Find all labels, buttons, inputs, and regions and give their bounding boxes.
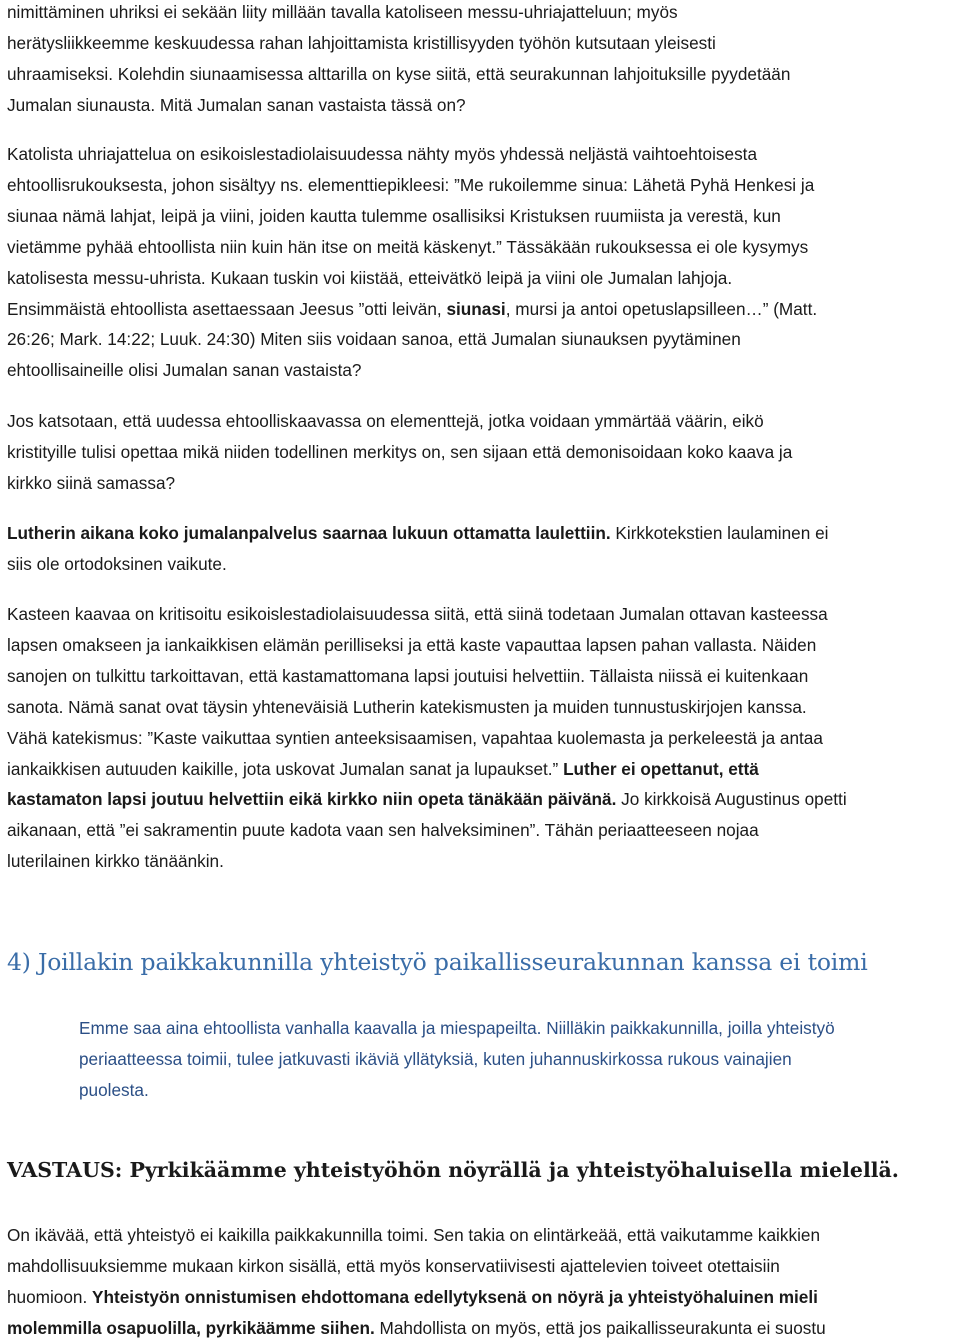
text-line: Katolista uhriajattelua on esikoislestadiolaisuudessa nähty myös yhdessä neljästä vaihtoehtoisesta [7,144,758,164]
paragraph-ehtoollisrukous [7,139,953,386]
text-line [7,1282,953,1313]
text-line: periaatteessa toimii, tulee jatkuvasti ikäviä yllätyksiä, kuten juhannuskirkossa rukous vainajien [79,1049,792,1069]
text-line: Jos katsotaan, että uudessa ehtoolliskaavassa on elementtejä, jotka voidaan ymmärtää väärin, eikö [7,411,764,431]
paragraph-kolehti [7,0,953,121]
text-line: Vähä katekismus: ”Kaste vaikuttaa syntien anteeksisaamisen, vapahtaa kuolemasta ja perkeleestä ja antaa [7,727,823,748]
text-line: ehtoollisrukouksesta, johon sisältyy ns. elementtiepikleesi: ”Me rukoilemme sinua: Lähetä Pyhä Henkesi ja [7,174,815,195]
bold-text: Yhteistyön onnistumisen ehdottomana edellytyksenä on nöyrä ja yhteistyöhaluinen mieli [92,1286,818,1307]
text-run: Kirkkotekstien laulaminen ei [610,523,829,543]
text-run: Ensimmäistä ehtoollista asettaessaan Jeesus ”otti leivän, [7,298,447,319]
paragraph-yhteistyo [7,1220,953,1344]
text-run: iankaikkisen autuuden kaikille, jota uskovat Jumalan sanat ja lupaukset.” [7,758,564,779]
paragraph-kaste [7,599,953,877]
text-line [7,1313,953,1344]
text-line: nimittäminen uhriksi ei sekään liity millään tavalla katoliseen messu-uhriajatteluun; myös [7,2,678,22]
text-line: aikanaan, että ”ei sakramentin puute kadota vaan sen halveksiminen”. Tähän periaatteeseen nojaa [7,820,759,841]
text-line: Jumalan siunausta. Mitä Jumalan sanan vastaista tässä on? [7,94,466,115]
text-run: Mahdollista on myös, että jos paikallisseurakunta ei suostu [374,1317,826,1338]
text-line: kirkko siinä samassa? [7,472,176,493]
text-line: sanojen on tulkittu tarkoittavan, että kastamattomana lapsi joutuisi helvettiin. Tällaista niissä ei kuitenkaan [7,665,809,686]
section-heading: 4) Joillakin paikkakunnilla yhteistyö paikallisseurakunnan kanssa ei toimi [7,948,868,976]
text-run: huomioon. [7,1286,93,1307]
text-line: 26:26; Mark. 14:22; Luuk. 24:30) Miten siis voidaan sanoa, että Jumalan siunauksen pyytäminen [7,329,741,350]
bold-text: Luther ei opettanut, että [563,758,759,779]
text-line [7,294,953,325]
text-line [7,754,953,785]
text-line: kristityille tulisi opettaa mikä niiden todellinen merkitys on, sen sijaan että demonisoidaan koko kaava ja [7,441,793,462]
paragraph-elementit [7,406,953,499]
text-line: uhraamiseksi. Kolehdin siunaamisessa alttarilla on kyse siitä, että seurakunnan lahjoituksille pyydetään [7,63,791,84]
text-line: sanota. Nämä sanat ovat täysin yhteneväisiä Lutherin katekismusten ja muiden tunnustuskirjojen kanssa. [7,696,807,717]
text-line: siunaa nämä lahjat, leipä ja viini, joiden kautta tulemme osallisiksi Kristuksen ruumiista ja verestä, kun [7,205,781,226]
text-run: , mursi ja antoi opetuslapsilleen…” (Matt. [505,298,818,319]
text-line: vietämme pyhää ehtoollista niin kuin hän itse on meitä käskenyt.” Tässäkään rukouksessa ei ole kysymys [7,236,809,257]
bold-text: siunasi [446,298,506,319]
text-run: Jo kirkkoisä Augustinus opetti [616,789,847,810]
bold-text: molemmilla osapuolilla, pyrkikäämme siihen. [7,1317,375,1338]
text-line: lapsen omakseen ja iankaikkisen elämän perilliseksi ja että kaste vapauttaa lapsen pahan vallasta. Näiden [7,634,817,655]
text-line: herätysliikkeemme keskuudessa rahan lahjoittamista kristillisyyden työhön kutsutaan yleisesti [7,32,716,53]
text-line: katolisesta messu-uhrista. Kukaan tuskin voi kiistää, etteivätkö leipä ja viini ole Jumalan lahjoja. [7,267,733,288]
claim-quote [79,1013,959,1106]
text-line: luterilainen kirkko tänäänkin. [7,851,224,872]
text-line: On ikävää, että yhteistyö ei kaikilla paikkakunnilla toimi. Sen takia on elintärkeää, että vaikutamme kaikkien [7,1225,820,1245]
text-line: puolesta. [79,1080,149,1100]
text-line [7,518,953,549]
text-line: ehtoollisaineille olisi Jumalan sanan vastaista? [7,360,362,381]
bold-text: Lutherin aikana koko jumalanpalvelus saarnaa lukuun ottamatta laulettiin. [7,523,611,543]
text-line: Emme saa aina ehtoollista vanhalla kaavalla ja miespapeilta. Niilläkin paikkakunnilla, joilla yhteistyö [79,1018,835,1038]
text-line: Kasteen kaavaa on kritisoitu esikoislestadiolaisuudessa siitä, että siinä todetaan Jumalan ottavan kasteessa [7,604,828,624]
paragraph-luther-laulu [7,518,953,580]
answer-heading: VASTAUS: Pyrkikäämme yhteistyöhön nöyrällä ja yhteistyöhaluisella mielellä. [7,1158,899,1182]
text-line [7,784,953,815]
text-line: mahdollisuuksiemme mukaan kirkon sisällä, että myös konservatiivisesti ajattelevien toiveet otettaisiin [7,1255,780,1276]
text-line: siis ole ortodoksinen vaikute. [7,553,227,574]
bold-text: kastamaton lapsi joutuu helvettiin eikä kirkko niin opeta tänäkään päivänä. [7,789,617,810]
